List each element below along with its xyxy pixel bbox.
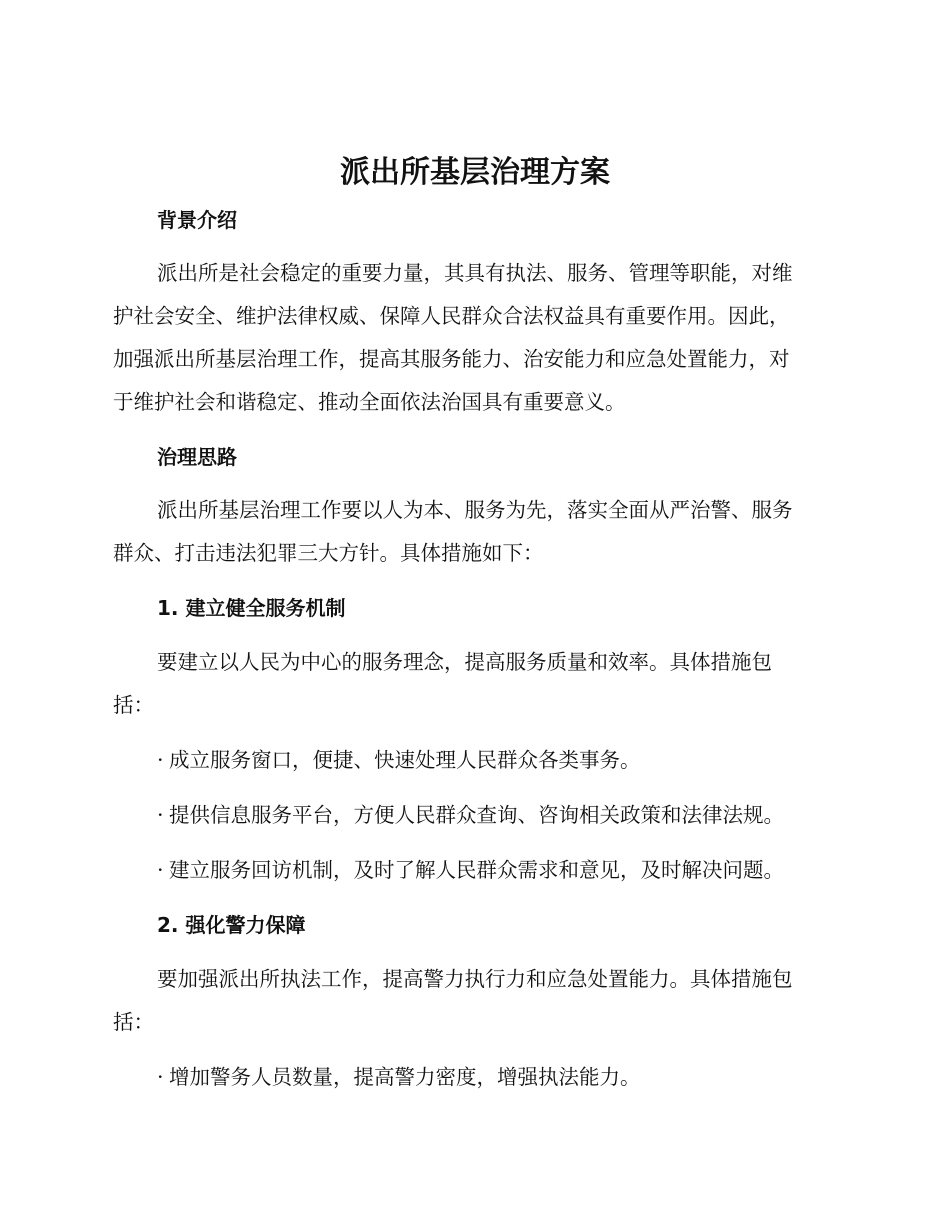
- bullet-item: [157, 800, 784, 830]
- paragraph-line: 括：: [113, 1010, 154, 1034]
- section-heading-police-support: 2. 强化警力保障: [157, 913, 306, 937]
- bullet-dot: ·: [157, 858, 164, 882]
- paragraph-line: 派出所基层治理工作要以人为本、服务为先，落实全面从严治警、服务: [157, 498, 793, 522]
- section-heading-background: 背景介绍: [157, 208, 237, 232]
- bullet-item: [157, 1062, 641, 1092]
- paragraph-line: 派出所是社会稳定的重要力量，其具有执法、服务、管理等职能，对维: [157, 261, 793, 285]
- paragraph-line: 括：: [113, 693, 154, 717]
- bullet-text: 建立服务回访机制，及时了解人民群众需求和意见，及时解决问题。: [169, 858, 784, 882]
- paragraph-line: 要建立以人民为中心的服务理念，提高服务质量和效率。具体措施包: [157, 650, 772, 674]
- bullet-item: [157, 855, 784, 885]
- paragraph-line: 加强派出所基层治理工作，提高其服务能力、治安能力和应急处置能力，对: [113, 347, 790, 371]
- bullet-dot: ·: [157, 803, 164, 827]
- section-heading-approach: 治理思路: [157, 445, 237, 469]
- paragraph-approach: [113, 489, 833, 575]
- bullet-item: [157, 745, 641, 775]
- page-title: 派出所基层治理方案: [340, 155, 610, 190]
- paragraph-background: [113, 252, 833, 424]
- bullet-text: 增加警务人员数量，提高警力密度，增强执法能力。: [169, 1065, 641, 1089]
- bullet-text: 提供信息服务平台，方便人民群众查询、咨询相关政策和法律法规。: [169, 803, 784, 827]
- paragraph-service-mechanism: [113, 641, 833, 727]
- bullet-dot: ·: [157, 748, 164, 772]
- paragraph-police-support: [113, 958, 833, 1044]
- bullet-dot: ·: [157, 1065, 164, 1089]
- paragraph-line: 要加强派出所执法工作，提高警力执行力和应急处置能力。具体措施包: [157, 967, 793, 991]
- paragraph-line: 护社会安全、维护法律权威、保障人民群众合法权益具有重要作用。因此，: [113, 304, 790, 328]
- bullet-text: 成立服务窗口，便捷、快速处理人民群众各类事务。: [169, 748, 641, 772]
- paragraph-line: 群众、打击违法犯罪三大方针。具体措施如下：: [113, 541, 544, 565]
- section-heading-service-mechanism: 1. 建立健全服务机制: [157, 596, 346, 620]
- paragraph-line: 于维护社会和谐稳定、推动全面依法治国具有重要意义。: [113, 390, 626, 414]
